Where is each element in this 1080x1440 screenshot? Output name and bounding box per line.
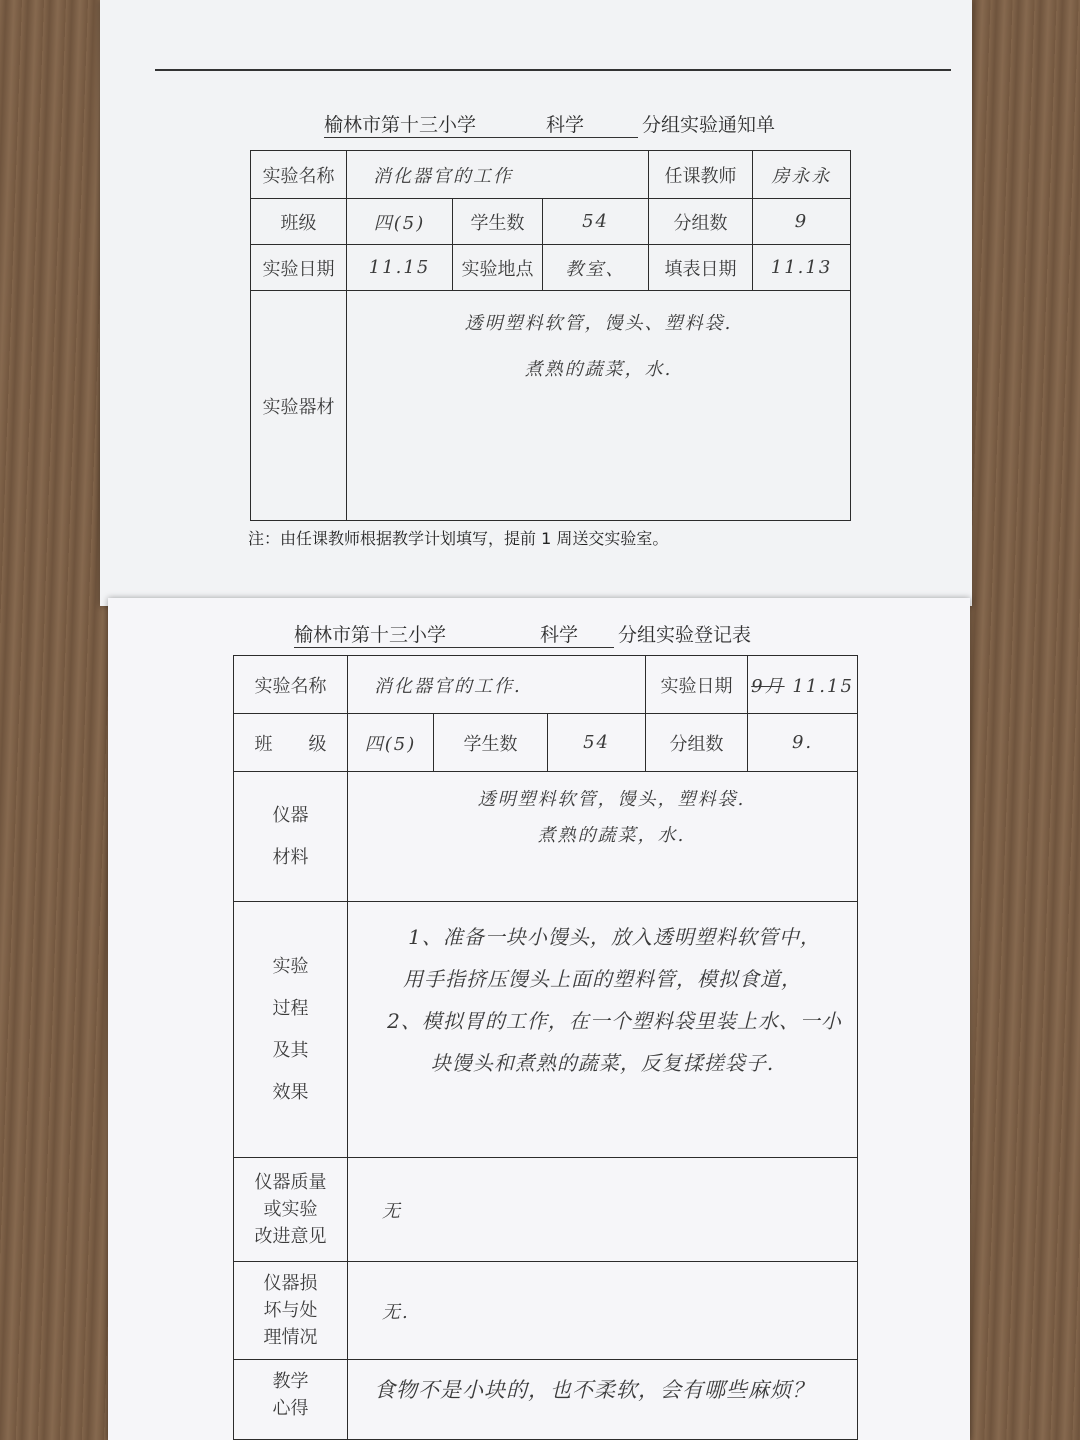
register-label-damage-1: 仪器损 <box>263 1273 318 1294</box>
register-label-quality-1: 仪器质量 <box>254 1172 327 1193</box>
notice-label-materials: 实验器材 <box>251 291 347 521</box>
register-damage-value: 无. <box>348 1262 858 1360</box>
register-label-process-4: 效果 <box>272 1081 309 1103</box>
register-label-date: 实验日期 <box>646 656 748 714</box>
register-label-quality-2: 或实验 <box>263 1199 318 1220</box>
register-name-value: 消化器官的工作. <box>348 656 646 714</box>
register-groups-value: 9. <box>748 714 858 772</box>
register-label-process-1: 实验 <box>272 955 309 977</box>
register-date-struck: 9月 <box>751 675 785 697</box>
notice-label-date: 实验日期 <box>251 245 347 291</box>
register-students-value: 54 <box>548 714 646 772</box>
notice-label-students: 学生数 <box>453 199 543 245</box>
register-class-value: 四(5) <box>348 714 434 772</box>
notice-fill-date-value: 11.13 <box>753 245 851 291</box>
notice-date-value: 11.15 <box>347 245 453 291</box>
register-label-damage-3: 理情况 <box>263 1327 318 1348</box>
register-label-reflection <box>234 1360 348 1440</box>
register-label-reflection-1: 教学 <box>272 1371 309 1392</box>
register-reflection-value: 食物不是小块的，也不柔软，会有哪些麻烦？ <box>348 1360 858 1440</box>
register-instruments-value <box>348 772 858 902</box>
register-instruments-line-2: 煮熟的蔬菜，水. <box>537 825 686 846</box>
register-label-instruments-2: 材料 <box>272 846 309 868</box>
register-date-value: 11.15 <box>792 675 854 697</box>
register-title-suffix: 分组实验登记表 <box>618 624 752 646</box>
register-process-value <box>348 902 858 1158</box>
notice-label-name: 实验名称 <box>251 151 347 199</box>
register-process-line-3: 2、模拟胃的工作，在一个塑料袋里装上水、一小 <box>387 1009 842 1033</box>
notice-title-subject: 科学 <box>492 110 638 138</box>
register-label-quality <box>234 1158 348 1262</box>
notice-table <box>250 150 851 521</box>
register-label-name: 实验名称 <box>234 656 348 714</box>
register-label-groups: 分组数 <box>646 714 748 772</box>
notice-label-teacher: 任课教师 <box>649 151 753 199</box>
register-instruments-line-1: 透明塑料软管，馒头，塑料袋. <box>477 789 746 810</box>
register-label-instruments-1: 仪器 <box>272 804 309 826</box>
register-process-line-1: 1、准备一块小馒头，放入透明塑料软管中， <box>408 925 821 949</box>
notice-title-suffix: 分组实验通知单 <box>642 114 776 136</box>
notice-label-fill-date: 填表日期 <box>649 245 753 291</box>
notice-title <box>324 110 775 138</box>
register-label-class: 班 级 <box>234 714 348 772</box>
register-label-damage-2: 坏与处 <box>263 1300 318 1321</box>
notice-footnote: 注：由任课教师根据教学计划填写，提前 1 周送交实验室。 <box>248 529 669 548</box>
register-process-line-4: 块馒头和煮熟的蔬菜，反复揉搓袋子. <box>430 1051 775 1075</box>
register-quality-value: 无 <box>348 1158 858 1262</box>
top-rule-line <box>155 69 951 71</box>
register-label-reflection-2: 心得 <box>272 1398 309 1419</box>
notice-students-value: 54 <box>543 199 649 245</box>
register-label-process <box>234 902 348 1158</box>
register-label-instruments <box>234 772 348 902</box>
register-title <box>294 620 751 648</box>
notice-materials-line-2: 煮熟的蔬菜，水. <box>524 359 673 380</box>
notice-materials-value <box>347 291 851 521</box>
notice-title-school: 榆林市第十三小学 <box>324 110 492 138</box>
notice-name-value: 消化器官的工作 <box>347 151 649 199</box>
notice-label-groups: 分组数 <box>649 199 753 245</box>
register-label-process-2: 过程 <box>272 997 309 1019</box>
notice-materials-line-1: 透明塑料软管，馒头、塑料袋. <box>464 313 733 334</box>
register-table <box>233 655 858 1440</box>
notice-place-value: 教室、 <box>543 245 649 291</box>
notice-groups-value: 9 <box>753 199 851 245</box>
register-label-damage <box>234 1262 348 1360</box>
notice-label-place: 实验地点 <box>453 245 543 291</box>
register-process-line-2: 用手指挤压馒头上面的塑料管，模拟食道， <box>403 967 803 991</box>
register-label-students: 学生数 <box>434 714 548 772</box>
notice-class-value: 四(5) <box>347 199 453 245</box>
notice-teacher-value: 房永永 <box>753 151 851 199</box>
register-date-cell <box>748 656 858 714</box>
register-label-process-3: 及其 <box>272 1039 309 1061</box>
register-label-quality-3: 改进意见 <box>254 1226 327 1247</box>
notice-label-class: 班级 <box>251 199 347 245</box>
register-title-subject: 科学 <box>504 620 614 648</box>
register-title-school: 榆林市第十三小学 <box>294 620 504 648</box>
